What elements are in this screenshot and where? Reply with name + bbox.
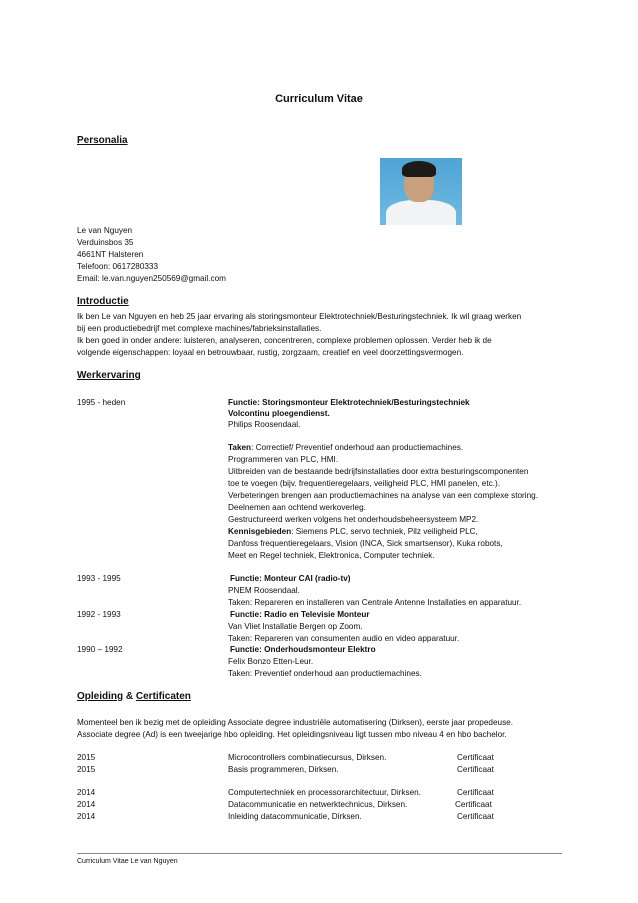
job1-task: Verbeteringen brengen aan productiemachines na analyse van een complexe storing. [228,491,538,500]
knowledge-first-text: : Siemens PLC, servo techniek, Pilz veiligheid PLC, [291,527,478,536]
cert-course: Microcontrollers combinatiecursus, Dirksen. [228,753,387,762]
job2-function: Functie: Monteur CAI (radio-tv) [230,574,351,583]
portrait-photo [380,158,462,225]
tasks-label: Taken [228,443,252,452]
job1-period: 1995 - heden [77,398,126,407]
job3-function: Functie: Radio en Televisie Monteur [230,610,370,619]
job2-period: 1993 - 1995 [77,574,121,583]
cert-type: Certificaat [457,765,494,774]
cert-year: 2014 [77,800,96,809]
job2-task: Taken: Repareren en installeren van Centrale Antenne Installaties en apparatuur. [228,598,522,607]
personalia-heading: Personalia [77,135,128,146]
intro-line: volgende eigenschappen: loyaal en betrouwbaar, rustig, zorgzaam, creatief en veel doorzettingsvermogen. [77,348,464,357]
page-title: Curriculum Vitae [275,93,363,105]
werkervaring-heading: Werkervaring [77,370,141,381]
photo-hair [402,161,436,177]
opleiding-line: Associate degree (Ad) is een tweejarige hbo opleiding. Het opleidingsniveau ligt tussen mbo niveau 4 en hbo bachelor. [77,730,507,739]
cert-course: Inleiding datacommunicatie, Dirksen. [228,812,362,821]
cert-course: Datacommunicatie en netwerktechnicus, Dirksen. [228,800,408,809]
photo-shirt [386,200,456,225]
footer-text: Curriculum Vitae Le van Nguyen [77,858,178,865]
cert-year: 2014 [77,812,96,821]
job3-period: 1992 - 1993 [77,610,121,619]
job3-company: Van Vliet Installatie Bergen op Zoom. [228,622,363,631]
job1-task: Uitbreiden van de bestaande bedrijfsinstallaties door extra besturingscomponenten [228,467,529,476]
job1-knowledge-first [228,526,478,537]
cert-course: Computertechniek en processorarchitectuur, Dirksen. [228,788,421,797]
cert-year: 2015 [77,753,96,762]
opleiding-line: Momenteel ben ik bezig met de opleiding Associate degree industriële automatisering (Dirksen), eerste jaar propedeuse. [77,718,513,727]
intro-line: bij een productiebedrijf met complexe machines/fabrieksinstallaties. [77,324,322,333]
job1-task: Deelnemen aan ochtend werkoverleg. [228,503,366,512]
cert-type: Certificaat [457,812,494,821]
job1-knowledge: Danfoss frequentieregelaars, Vision (INCA, Sick smartsensor), Kuka robots, [228,539,503,548]
job1-shift: Volcontinu ploegendienst. [228,409,330,418]
job3-task: Taken: Repareren van consumenten audio en video apparatuur. [228,634,460,643]
job2-company: PNEM Roosendaal. [228,586,300,595]
personal-address: Verduinsbos 35 [77,238,134,247]
knowledge-label: Kennisgebieden [228,527,292,536]
cert-year: 2015 [77,765,96,774]
cert-type: Certificaat [457,788,494,797]
personal-email: Email: le.van.nguyen250569@gmail.com [77,274,226,283]
job1-task: Gestructureerd werken volgens het onderhoudsbeheersysteem MP2. [228,515,479,524]
intro-line: Ik ben goed in onder andere: luisteren, analyseren, concentreren, complexe problemen oplossen. Verder heb ik de [77,336,492,345]
job1-tasks-first [228,442,463,453]
job1-task: Programmeren van PLC, HMI. [228,455,339,464]
footer-divider [77,853,562,854]
cert-year: 2014 [77,788,96,797]
cert-type: Certificaat [455,800,492,809]
job1-task: toe te voegen (bijv. frequentieregelaars, veiligheid PLC, HMI panelen, etc.). [228,479,501,488]
job1-company: Philips Roosendaal. [228,420,301,429]
personal-postcode: 4661NT Halsteren [77,250,144,259]
opleiding-heading [77,691,191,702]
opleiding-heading-b: Certificaten [135,691,191,702]
tasks-first-text: : Correctief/ Preventief onderhoud aan productiemachines. [251,443,464,452]
cert-type: Certificaat [457,753,494,762]
job4-function: Functie: Onderhoudsmonteur Elektro [230,645,376,654]
opleiding-heading-a: Opleiding [77,691,124,702]
job4-task: Taken: Preventief onderhoud aan productiemachines. [228,669,422,678]
personal-name: Le van Nguyen [77,226,133,235]
opleiding-heading-amp: & [123,691,136,702]
job4-company: Felix Bonzo Etten-Leur. [228,657,314,666]
job4-period: 1990 – 1992 [77,645,123,654]
job1-function: Functie: Storingsmonteur Elektrotechniek/Besturingstechniek [228,398,470,407]
intro-line: Ik ben Le van Nguyen en heb 25 jaar ervaring als storingsmonteur Elektrotechniek/Besturingstechniek. Ik wil graag werken [77,312,522,321]
cert-course: Basis programmeren, Dirksen. [228,765,339,774]
personal-phone: Telefoon: 0617280333 [77,262,159,271]
job1-knowledge: Meet en Regel techniek, Elektronica, Computer techniek. [228,551,435,560]
introductie-heading: Introductie [77,296,129,307]
